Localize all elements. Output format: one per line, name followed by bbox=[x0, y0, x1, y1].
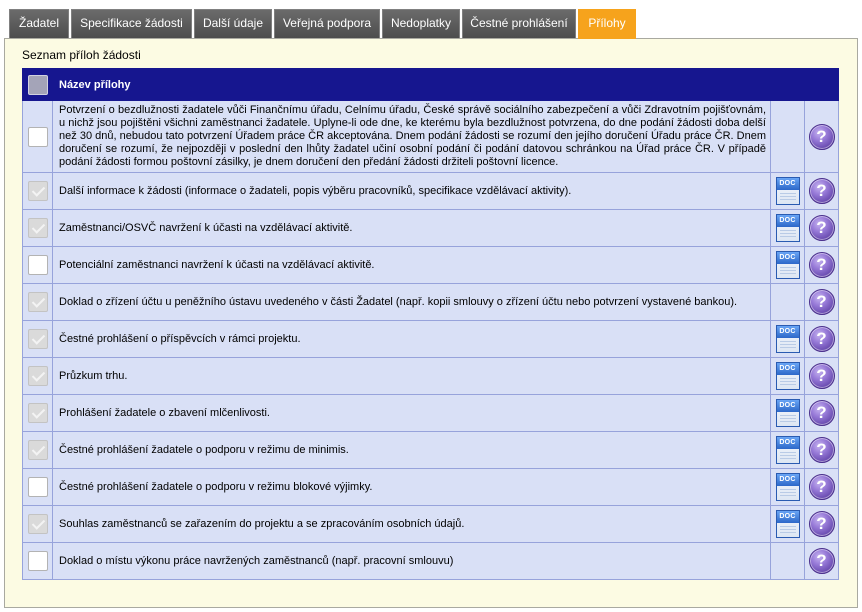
doc-icon-label: DOC bbox=[777, 178, 799, 190]
tab-specifikace-zadosti[interactable]: Specifikace žádosti bbox=[71, 9, 192, 38]
attachment-name: Čestné prohlášení o příspěvcích v rámci projektu. bbox=[53, 321, 771, 358]
attachment-checkbox[interactable] bbox=[28, 477, 48, 497]
doc-file-icon[interactable] bbox=[776, 177, 800, 205]
doc-cell bbox=[771, 247, 805, 284]
attachment-name: Průzkum trhu. bbox=[53, 358, 771, 395]
doc-page-lines bbox=[780, 267, 796, 276]
checkbox-cell bbox=[23, 358, 53, 395]
attachment-row bbox=[23, 395, 839, 432]
checkbox-cell bbox=[23, 432, 53, 469]
help-symbol: ? bbox=[816, 551, 827, 570]
attachment-name: Doklad o zřízení účtu u peněžního ústavu uvedeného v části Žadatel (např. kopii smlouvy o zřízení účtu nebo potvrzení vystavené bankou). bbox=[53, 284, 771, 321]
tab-bar bbox=[9, 9, 636, 38]
help-symbol: ? bbox=[816, 514, 827, 533]
help-symbol: ? bbox=[816, 366, 827, 385]
help-symbol: ? bbox=[816, 126, 827, 146]
doc-page-lines bbox=[780, 341, 796, 350]
attachment-row bbox=[23, 101, 839, 173]
attachment-name: Potenciální zaměstnanci navržení k účasti na vzdělávací aktivitě. bbox=[53, 247, 771, 284]
attachment-checkbox[interactable] bbox=[28, 218, 48, 238]
checkbox-cell bbox=[23, 101, 53, 173]
attachment-checkbox[interactable] bbox=[28, 127, 48, 147]
doc-cell bbox=[771, 101, 805, 173]
tab-prilohy[interactable]: Přílohy bbox=[578, 9, 636, 39]
help-symbol: ? bbox=[816, 218, 827, 237]
tab-zadatel[interactable]: Žadatel bbox=[9, 9, 69, 38]
help-cell bbox=[805, 432, 839, 469]
help-icon[interactable] bbox=[809, 363, 835, 389]
doc-icon-label: DOC bbox=[777, 215, 799, 227]
attachment-checkbox[interactable] bbox=[28, 292, 48, 312]
help-icon[interactable] bbox=[809, 400, 835, 426]
doc-page-lines bbox=[780, 193, 796, 202]
doc-icon-label: DOC bbox=[777, 400, 799, 412]
attachment-row bbox=[23, 432, 839, 469]
doc-cell bbox=[771, 432, 805, 469]
doc-icon-label: DOC bbox=[777, 437, 799, 449]
attachment-checkbox[interactable] bbox=[28, 514, 48, 534]
help-cell bbox=[805, 469, 839, 506]
doc-icon-label: DOC bbox=[777, 326, 799, 338]
help-symbol: ? bbox=[816, 440, 827, 459]
table-header-row bbox=[23, 69, 839, 101]
tab-verejna-podpora[interactable]: Veřejná podpora bbox=[274, 9, 380, 38]
doc-file-icon[interactable] bbox=[776, 362, 800, 390]
doc-page-lines bbox=[780, 489, 796, 498]
attachments-table bbox=[22, 68, 839, 580]
checkbox-cell bbox=[23, 469, 53, 506]
help-icon[interactable] bbox=[809, 289, 835, 315]
help-icon[interactable] bbox=[809, 178, 835, 204]
attachment-name: Zaměstnanci/OSVČ navržení k účasti na vzdělávací aktivitě. bbox=[53, 210, 771, 247]
doc-page-lines bbox=[780, 526, 796, 535]
doc-cell bbox=[771, 210, 805, 247]
attachment-checkbox[interactable] bbox=[28, 181, 48, 201]
attachment-row bbox=[23, 506, 839, 543]
attachment-checkbox[interactable] bbox=[28, 440, 48, 460]
checkbox-cell bbox=[23, 247, 53, 284]
help-symbol: ? bbox=[816, 181, 827, 200]
help-icon[interactable] bbox=[809, 548, 835, 574]
attachment-checkbox[interactable] bbox=[28, 551, 48, 571]
doc-icon-label: DOC bbox=[777, 511, 799, 523]
help-icon[interactable] bbox=[809, 326, 835, 352]
select-all-checkbox[interactable] bbox=[28, 75, 48, 95]
doc-cell bbox=[771, 358, 805, 395]
doc-cell bbox=[771, 506, 805, 543]
doc-file-icon[interactable] bbox=[776, 436, 800, 464]
checkbox-cell bbox=[23, 543, 53, 580]
help-cell bbox=[805, 358, 839, 395]
attachment-row bbox=[23, 210, 839, 247]
column-header-name: Název přílohy bbox=[53, 69, 839, 101]
attachment-row bbox=[23, 321, 839, 358]
attachment-checkbox[interactable] bbox=[28, 403, 48, 423]
doc-file-icon[interactable] bbox=[776, 510, 800, 538]
attachment-row bbox=[23, 543, 839, 580]
help-symbol: ? bbox=[816, 255, 827, 274]
attachment-name: Potvrzení o bezdlužnosti žadatele vůči Finančnímu úřadu, Celnímu úřadu, České správě sociálního zabezpečení a vůči Zdravotním pojišťovnám, u nichž jsou pojištěni všichni zaměstnanci žadatele. Uplyne-li ode dne, ke kterému byla bezdlužnost potvrzena, do dne podání žádosti doba delší než 30 dnů, nebudou tato potvrzení Úřadem práce ČR akceptována. Dnem podání žádosti se rozumí den jejího doručení Úřadu práce ČR. Dnem doručení se rozumí, že nejpozději v poslední den lhůty žadatel učiní osobní podání či podání datovou schránkou na Úřad práce ČR. V případě podání žádosti formou poštovní zásilky, je dnem doručení den předání žádosti držiteli poštovní licence. bbox=[53, 101, 771, 173]
doc-icon-label: DOC bbox=[777, 363, 799, 375]
doc-icon-label: DOC bbox=[777, 474, 799, 486]
attachment-name: Prohlášení žadatele o zbavení mlčenlivosti. bbox=[53, 395, 771, 432]
tab-cestne-prohlaseni[interactable]: Čestné prohlášení bbox=[462, 9, 576, 38]
tab-dalsi-udaje[interactable]: Další údaje bbox=[194, 9, 272, 38]
doc-cell bbox=[771, 321, 805, 358]
doc-page-lines bbox=[780, 378, 796, 387]
help-cell bbox=[805, 321, 839, 358]
section-title: Seznam příloh žádosti bbox=[22, 48, 141, 62]
help-symbol: ? bbox=[816, 403, 827, 422]
help-icon[interactable] bbox=[809, 511, 835, 537]
help-cell bbox=[805, 284, 839, 321]
attachment-row bbox=[23, 469, 839, 506]
doc-page-lines bbox=[780, 415, 796, 424]
checkbox-cell bbox=[23, 506, 53, 543]
checkbox-cell bbox=[23, 321, 53, 358]
attachment-row bbox=[23, 358, 839, 395]
help-cell bbox=[805, 210, 839, 247]
help-icon[interactable] bbox=[809, 215, 835, 241]
doc-file-icon[interactable] bbox=[776, 473, 800, 501]
doc-file-icon[interactable] bbox=[776, 325, 800, 353]
help-cell bbox=[805, 395, 839, 432]
help-icon[interactable] bbox=[809, 437, 835, 463]
doc-file-icon[interactable] bbox=[776, 251, 800, 279]
attachment-name: Čestné prohlášení žadatele o podporu v režimu blokové výjimky. bbox=[53, 469, 771, 506]
help-icon[interactable] bbox=[809, 474, 835, 500]
help-icon[interactable] bbox=[809, 124, 835, 150]
attachment-name: Další informace k žádosti (informace o žadateli, popis výběru pracovníků, specifikace vzdělávací aktivity). bbox=[53, 173, 771, 210]
checkbox-cell bbox=[23, 284, 53, 321]
help-symbol: ? bbox=[816, 292, 827, 311]
tab-nedoplatky[interactable]: Nedoplatky bbox=[382, 9, 460, 38]
attachment-checkbox[interactable] bbox=[28, 366, 48, 386]
help-symbol: ? bbox=[816, 329, 827, 348]
help-symbol: ? bbox=[816, 477, 827, 496]
doc-icon-label: DOC bbox=[777, 252, 799, 264]
help-cell bbox=[805, 101, 839, 173]
checkbox-cell bbox=[23, 395, 53, 432]
checkbox-cell bbox=[23, 210, 53, 247]
attachment-name: Doklad o místu výkonu práce navržených zaměstnanců (např. pracovní smlouvu) bbox=[53, 543, 771, 580]
checkbox-cell bbox=[23, 173, 53, 210]
doc-file-icon[interactable] bbox=[776, 399, 800, 427]
doc-page-lines bbox=[780, 452, 796, 461]
help-cell bbox=[805, 506, 839, 543]
header-checkbox-cell bbox=[23, 69, 53, 101]
doc-cell bbox=[771, 543, 805, 580]
help-cell bbox=[805, 173, 839, 210]
doc-file-icon[interactable] bbox=[776, 214, 800, 242]
doc-cell bbox=[771, 469, 805, 506]
attachment-name: Čestné prohlášení žadatele o podporu v režimu de minimis. bbox=[53, 432, 771, 469]
attachment-row bbox=[23, 247, 839, 284]
attachment-row bbox=[23, 173, 839, 210]
attachment-row bbox=[23, 284, 839, 321]
help-icon[interactable] bbox=[809, 252, 835, 278]
help-cell bbox=[805, 247, 839, 284]
doc-cell bbox=[771, 395, 805, 432]
doc-page-lines bbox=[780, 230, 796, 239]
attachment-name: Souhlas zaměstnanců se zařazením do projektu a se zpracováním osobních údajů. bbox=[53, 506, 771, 543]
attachment-checkbox[interactable] bbox=[28, 329, 48, 349]
doc-cell bbox=[771, 173, 805, 210]
doc-cell bbox=[771, 284, 805, 321]
attachment-checkbox[interactable] bbox=[28, 255, 48, 275]
help-cell bbox=[805, 543, 839, 580]
